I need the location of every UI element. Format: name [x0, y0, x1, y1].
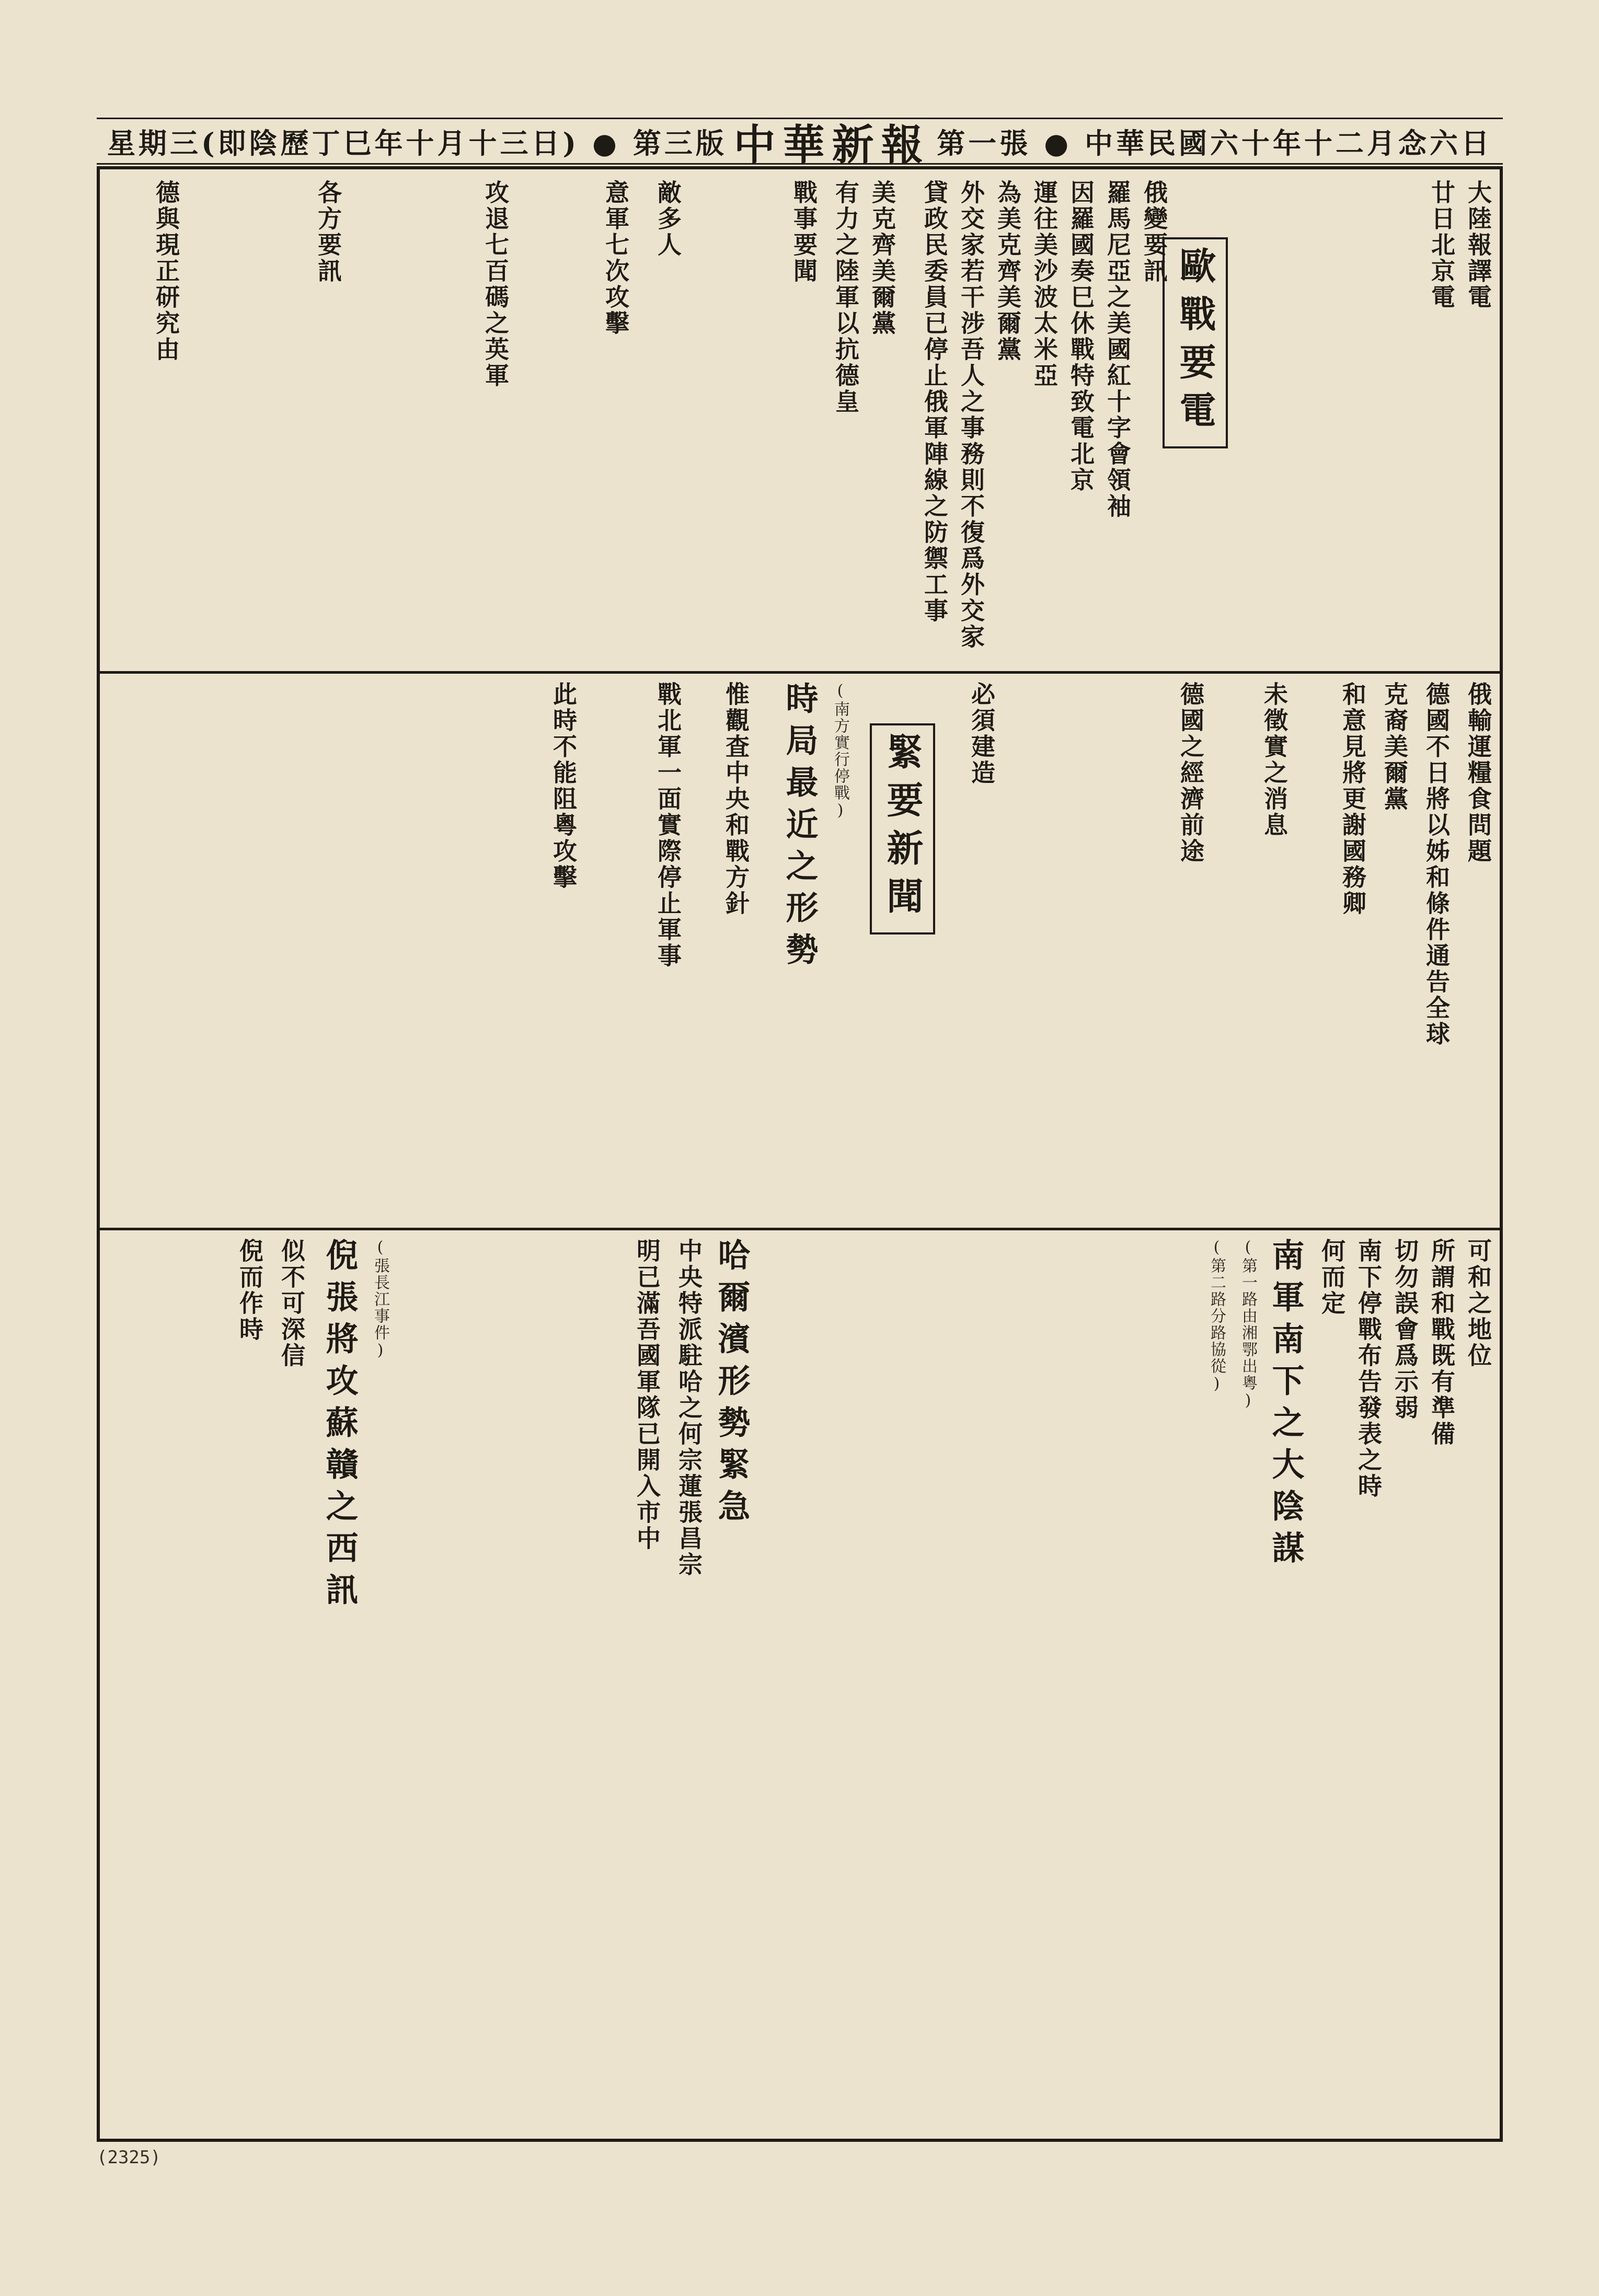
- band2-item-1: 克裔美爾黨: [1381, 682, 1409, 812]
- southern-army-sub1: (第一路由湘鄂出粵): [1239, 1238, 1257, 1411]
- middle-band: [100, 671, 1500, 1230]
- band1-item-13: 各方要訊: [314, 180, 342, 284]
- band1-item-10: 敵多人: [654, 180, 682, 258]
- harbin-title: 哈爾濱形勢緊急: [712, 1238, 751, 1531]
- zhang-sub: (張長江事件): [371, 1238, 389, 1360]
- band1-item-3: 運往美沙波太米亞: [1030, 180, 1059, 389]
- beijing-cable-title: 廿日北京電: [1428, 180, 1456, 310]
- band2-item-3: 未徵實之消息: [1260, 682, 1289, 838]
- band2-analysis-1: 戰北軍一面實際停止軍事: [654, 682, 682, 969]
- band2-item-0: 德國不日將以姊和條件通告全球: [1422, 682, 1451, 1047]
- band1-item-0: 俄變要訊: [1140, 180, 1168, 284]
- band3-item-4: 何而定: [1318, 1238, 1346, 1317]
- southern-army-sub2: (第二路分路協從): [1207, 1238, 1226, 1394]
- important-news-heading: 緊要新聞: [870, 723, 935, 934]
- band2-analysis-2: 此時不能阻粵攻擊: [549, 682, 578, 891]
- band1-item-12: 攻退七百碼之英軍: [481, 180, 510, 389]
- harbin-item-1: 明已滿吾國軍隊已開入市中: [633, 1238, 661, 1552]
- newspaper-page: [97, 166, 1503, 2142]
- grain-transport-title: 俄輸運糧食問題: [1464, 682, 1492, 864]
- top-band: [100, 169, 1500, 674]
- analysis-title: 時局最近之形勢: [780, 682, 819, 974]
- band1-item-7: 美克齊美爾黨: [868, 180, 896, 337]
- band2-item-2: 和意見將更謝國務卿: [1339, 682, 1367, 917]
- page-number: (2325): [97, 2147, 161, 2168]
- band1-item-2: 因羅國奏巳休戰特致電北京: [1067, 180, 1095, 493]
- band1-item-6: 貸政民委員已停止俄軍陣線之防禦工事: [921, 180, 949, 624]
- band3-item-2: 切勿誤會爲示弱: [1391, 1238, 1419, 1421]
- southern-army-title: 南軍南下之大陰謀: [1267, 1238, 1305, 1573]
- band3-item-3: 南下停戰布告發表之時: [1354, 1238, 1383, 1499]
- masthead: [97, 118, 1503, 169]
- band2-item-4: 德國之經濟前途: [1177, 682, 1205, 864]
- zhang-title: 倪張將攻蘇贛之西訊: [320, 1238, 359, 1614]
- masthead-left: 星期三(即陰歷丁巳年十月十三日) ● 第三版: [107, 126, 727, 160]
- analysis-sub: (南方實行停戰): [831, 682, 849, 821]
- zhang-item-1: 倪而作時: [236, 1238, 264, 1343]
- band1-item-8: 有力之陸軍以抗德皇: [832, 180, 860, 415]
- band1-item-1: 羅馬尼亞之美國紅十字會領袖: [1103, 180, 1132, 520]
- masthead-right: 第一張 ● 中華民國六十年十二月念六日: [937, 126, 1492, 160]
- band1-item-9: 戰事要聞: [790, 180, 818, 284]
- zhang-item-0: 似不可深信: [278, 1238, 306, 1369]
- band2-item-5: 必須建造: [968, 682, 996, 786]
- masthead-title: 中華新報: [733, 120, 930, 169]
- band2-analysis-0: 惟觀査中央和戰方針: [722, 682, 750, 917]
- band1-item-14: 德與現正研究由: [152, 180, 180, 363]
- beijing-cable-text: [1244, 180, 1416, 661]
- band3-item-0: 可和之地位: [1464, 1238, 1492, 1369]
- bottom-band: [100, 1228, 1500, 2145]
- harbin-item-0: 中央特派駐哈之何宗蓮張昌宗: [675, 1238, 703, 1578]
- band1-item-11: 意軍七次攻擊: [602, 180, 630, 337]
- section-header: 大陸報譯電: [1464, 180, 1492, 310]
- band1-item-5: 外交家若干涉吾人之事務則不復爲外交家: [957, 180, 985, 650]
- war-news-heading: 歐戰要電: [1163, 237, 1228, 448]
- band3-item-1: 所謂和戰既有準備: [1428, 1238, 1456, 1447]
- band1-item-4: 為美克齊美爾黨: [994, 180, 1022, 363]
